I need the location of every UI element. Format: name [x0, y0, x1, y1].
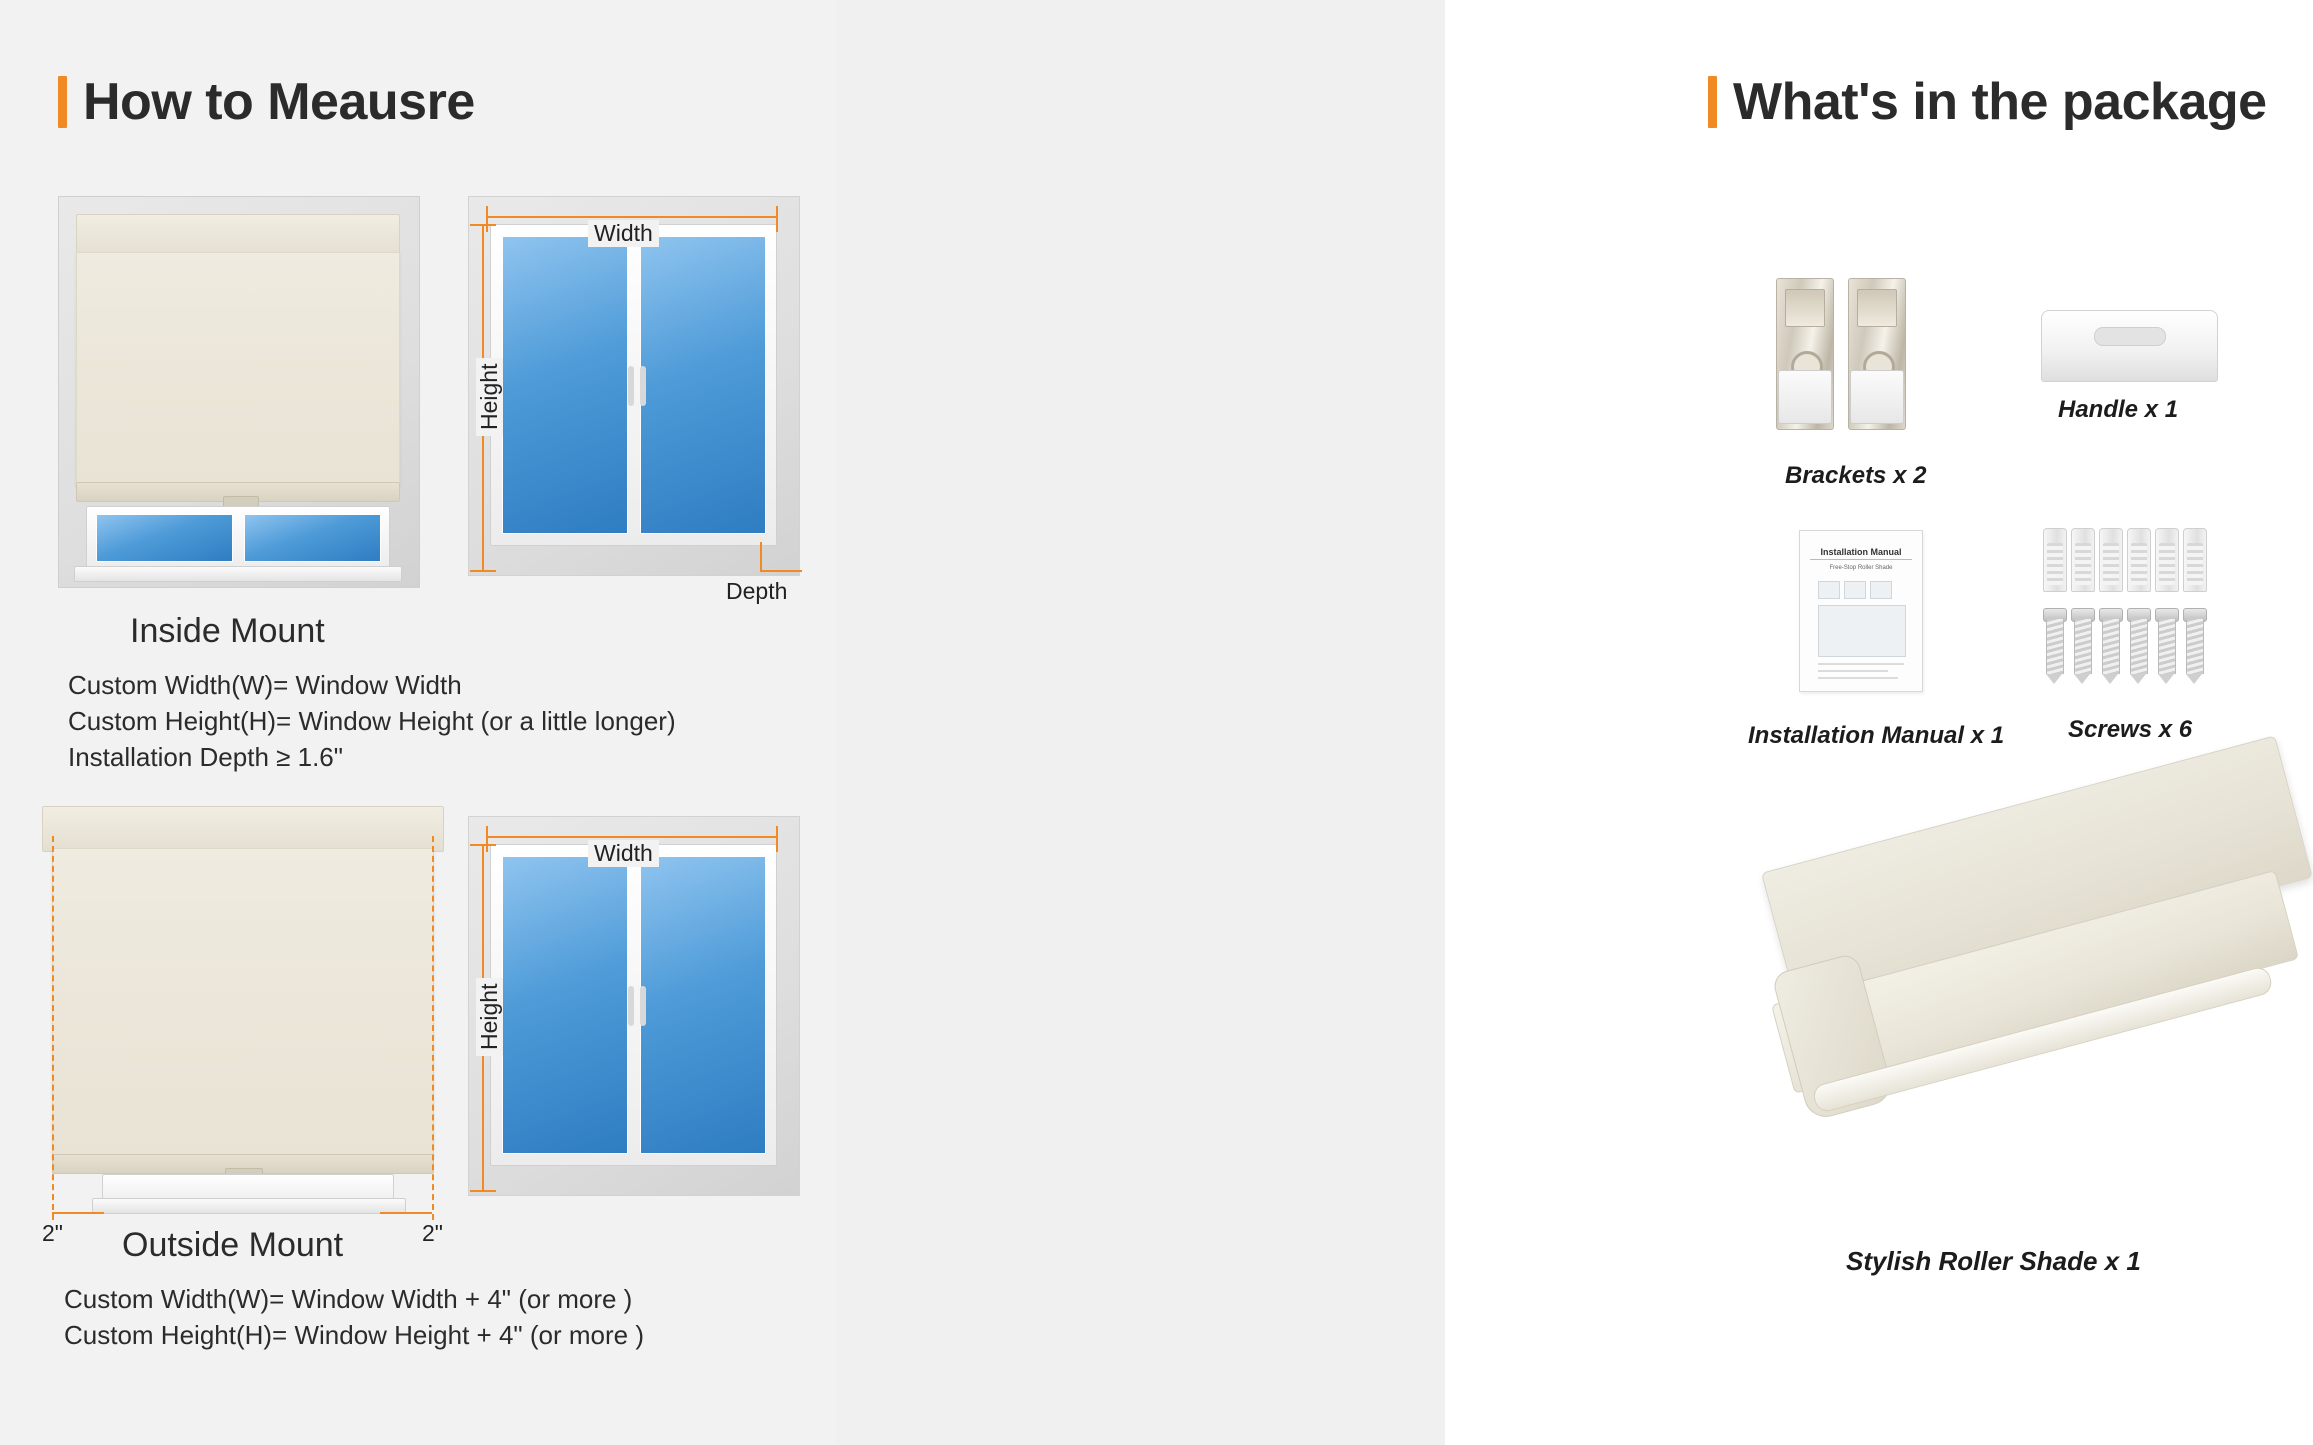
width-line	[486, 836, 778, 838]
inside-spec-1: Custom Width(W)= Window Width	[68, 670, 462, 700]
screws-image	[2041, 528, 2211, 698]
window-handle-right	[640, 986, 646, 1026]
brackets-image	[1776, 278, 1936, 443]
how-to-measure-panel	[0, 0, 836, 1445]
window-sill	[74, 566, 402, 582]
inside-spec-2: Custom Height(H)= Window Height (or a little longer)	[68, 706, 676, 736]
window-glass-left	[502, 236, 628, 534]
inside-mount-title: Inside Mount	[130, 612, 325, 650]
manual-figure	[1818, 605, 1906, 657]
width-tick-right	[776, 206, 778, 232]
shade-fabric	[76, 252, 400, 486]
label-overhang-left: 2"	[42, 1220, 63, 1246]
screw-2	[2074, 608, 2090, 684]
outside-mount-window-diagram	[448, 816, 798, 1216]
manual-text-line-3	[1818, 677, 1898, 679]
window-glass-right	[640, 236, 766, 534]
label-depth: Depth	[726, 578, 788, 604]
bracket-1-base	[1778, 370, 1832, 424]
label-height: Height	[476, 358, 503, 436]
label-brackets: Brackets x 2	[1785, 462, 1927, 489]
window-glass-left	[502, 856, 628, 1154]
shade-headrail	[76, 214, 400, 256]
manual-thumb-1	[1818, 581, 1840, 599]
handle-image	[2041, 310, 2221, 390]
manual-subtitle: Free-Stop Roller Shade	[1829, 565, 1893, 571]
depth-tick	[760, 542, 762, 572]
section-heading-measure	[58, 72, 475, 132]
width-line	[486, 216, 778, 218]
inside-mount-window-diagram	[448, 196, 798, 604]
handle-piece	[2041, 310, 2218, 382]
section-title-measure: How to Meausre	[83, 73, 475, 131]
window-handle-right	[640, 366, 646, 406]
inside-spec-3: Installation Depth ≥ 1.6"	[68, 742, 343, 772]
label-overhang-right: 2"	[422, 1220, 443, 1246]
label-height: Height	[476, 978, 503, 1056]
section-title-package: What's in the package	[1733, 73, 2267, 131]
overhang-guide-right	[432, 836, 434, 1220]
width-tick-right	[776, 826, 778, 852]
outside-spec-1: Custom Width(W)= Window Width + 4" (or more )	[64, 1284, 633, 1314]
screw-6	[2186, 608, 2202, 684]
screw-1	[2046, 608, 2062, 684]
manual-thumb-2	[1844, 581, 1866, 599]
manual-thumb-3	[1870, 581, 1892, 599]
wall-anchor-5	[2155, 528, 2179, 592]
outside-spec-2: Custom Height(H)= Window Height + 4" (or more )	[64, 1320, 644, 1350]
bracket-2-base	[1850, 370, 1904, 424]
screw-3	[2102, 608, 2118, 684]
wall-anchor-3	[2099, 528, 2123, 592]
window-glass-left	[96, 514, 233, 562]
manual-text-line-2	[1818, 670, 1888, 672]
outside-mount-title: Outside Mount	[122, 1226, 344, 1264]
label-width: Width	[588, 840, 659, 867]
installation-manual-image	[1799, 530, 1923, 692]
label-screws: Screws x 6	[2068, 716, 2193, 743]
manual-text-line-1	[1818, 663, 1904, 665]
width-tick-left	[486, 206, 488, 232]
wall-anchor-2	[2071, 528, 2095, 592]
inside-mount-shade-illustration	[58, 196, 418, 586]
window-handle-left	[628, 366, 634, 406]
window-sill	[92, 1198, 406, 1214]
accent-bar	[58, 76, 67, 128]
label-handle: Handle x 1	[2058, 396, 2179, 423]
wall-anchor-1	[2043, 528, 2067, 592]
roller-shade-image	[1741, 855, 2281, 1255]
window-handle-left	[628, 986, 634, 1026]
manual-title: Installation Manual	[1810, 547, 1912, 560]
overhang-line-right	[380, 1212, 432, 1214]
wall-anchor-6	[2183, 528, 2207, 592]
overhang-line-left	[52, 1212, 104, 1214]
overhang-guide-left	[52, 836, 54, 1220]
screw-4	[2130, 608, 2146, 684]
section-heading-package	[1708, 72, 2267, 132]
label-manual: Installation Manual x 1	[1748, 722, 2005, 749]
shade-fabric	[52, 848, 434, 1158]
depth-line	[760, 570, 802, 572]
label-width: Width	[588, 220, 659, 247]
wall-anchor-4	[2127, 528, 2151, 592]
label-roller-shade: Stylish Roller Shade x 1	[1846, 1246, 2141, 1276]
window-glass-right	[244, 514, 381, 562]
window-glass-right	[640, 856, 766, 1154]
package-contents-panel	[836, 0, 2267, 1445]
screw-5	[2158, 608, 2174, 684]
shade-headrail	[42, 806, 444, 852]
width-tick-left	[486, 826, 488, 852]
accent-bar	[1708, 76, 1717, 128]
